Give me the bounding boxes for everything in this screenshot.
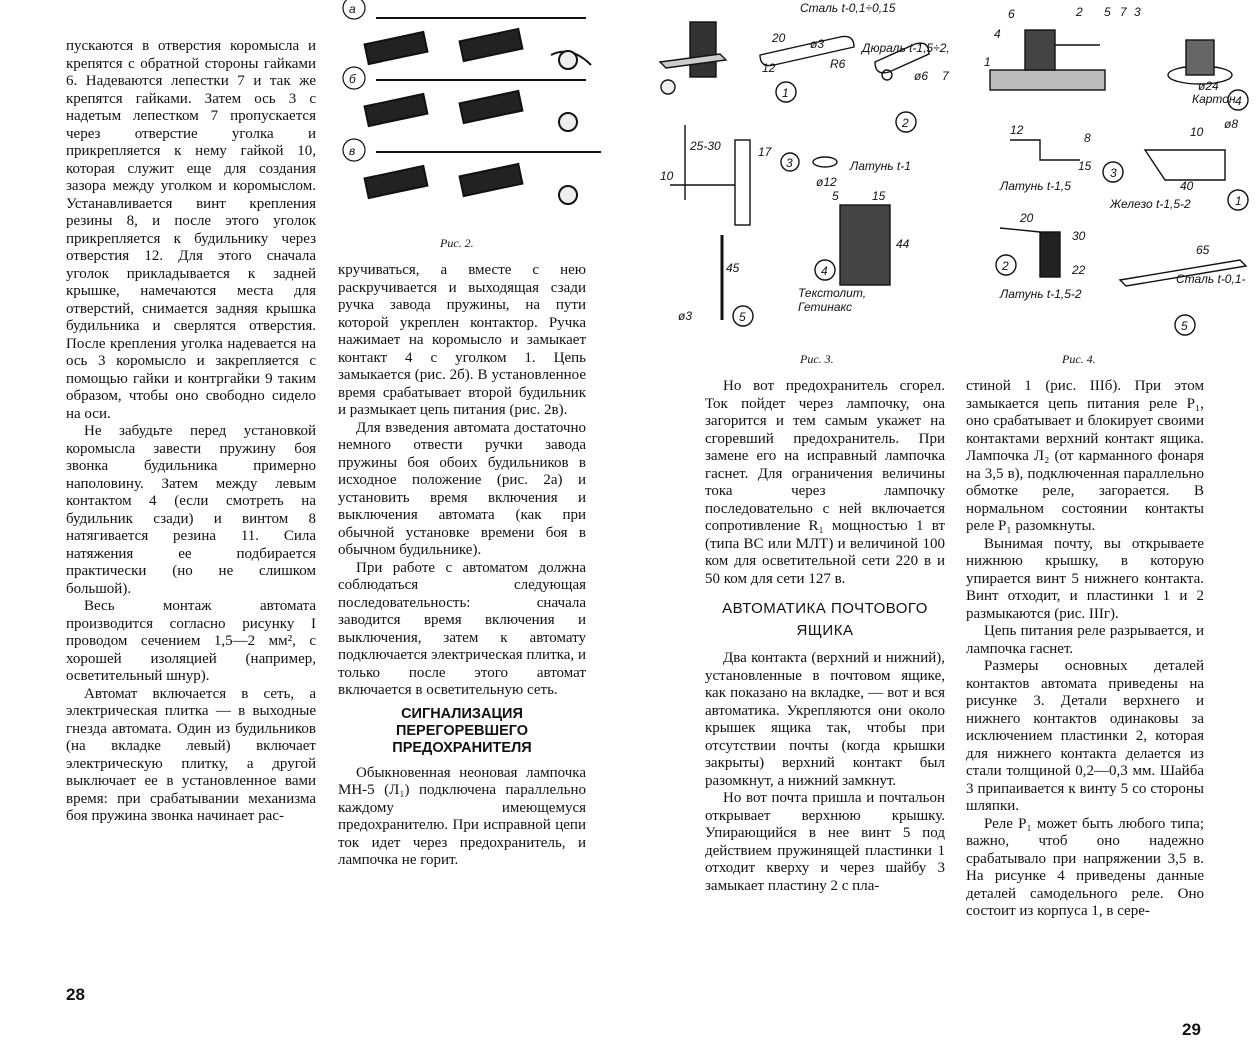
svg-text:17: 17: [758, 145, 772, 159]
svg-text:Гетинакс: Гетинакс: [798, 300, 853, 314]
svg-text:5: 5: [739, 310, 746, 324]
svg-text:5: 5: [1181, 319, 1188, 333]
svg-text:20: 20: [1020, 211, 1034, 225]
svg-text:20: 20: [772, 31, 786, 45]
paragraph: При работе с автоматом должна соблюдаться следующая последовательность: сначала заводится время включения и выключения, затем к автомату подключается электрическая плитка, и только после этого автомат включается в осветительную сеть.: [338, 559, 586, 698]
svg-text:R6: R6: [830, 57, 846, 71]
svg-text:3: 3: [786, 156, 793, 170]
paragraph: Автомат включается в сеть, а электрическая плитка — в выходные гнезда автомата. Один из будильников (на вкладке левый) включает электрическую плитку, а другой выключает ее в установленное вами время: при срабатывании механизма боя пружина звонка начинает рас-: [66, 685, 316, 824]
svg-text:40: 40: [1180, 179, 1194, 193]
svg-text:Сталь t-0,1÷0,15: Сталь t-0,1÷0,15: [800, 1, 896, 15]
page-number-right: 29: [1182, 1020, 1201, 1039]
section-heading-fuse: СИГНАЛИЗАЦИЯ ПЕРЕГОРЕВШЕГО ПРЕДОХРАНИТЕЛЯ: [392, 705, 532, 756]
fig2-label-v: в: [349, 144, 356, 158]
page-number-left: 28: [66, 985, 85, 1004]
svg-text:2: 2: [1076, 5, 1083, 19]
svg-text:4: 4: [1235, 94, 1242, 108]
svg-text:Латунь t-1,5: Латунь t-1,5: [1000, 179, 1071, 193]
svg-text:25-30: 25-30: [690, 139, 721, 153]
svg-text:ø24: ø24: [1198, 79, 1219, 93]
paragraph: Реле Р₁ может быть любого типа; важно, чтоб оно надежно срабатывало при напряжении 3,5 в. На рисунке 4 приведены данные деталей самодельного реле. Оно состоит из корпуса 1, в сере-: [966, 815, 1204, 919]
fig3-caption: Рис. 3.: [800, 352, 834, 366]
svg-text:4: 4: [821, 264, 828, 278]
paragraph: Весь монтаж автомата производится согласно рисунку I проводом сечением 1,5—2 мм², с хорошей изоляцией (например, осветительный шнур).: [66, 598, 316, 684]
svg-text:15: 15: [872, 189, 886, 203]
svg-text:44: 44: [896, 237, 910, 251]
paragraph: пускаются в отверстия коромысла и крепятся с обратной стороны гайками 6. Надеваются лепестки 7 и так же крепятся гайками. Затем ось 3 с надетым лепестком 7 пропускается через отверстие уголка и прикрепляется к нему гайкой 10, которая служит еще для создания зазора между уголком и коромыслом. Устанавливается винт крепления резины 8, и после этого уголок прикрепляется к будильнику через отверстия 12. Для этого сначала уголок прикладывается к задней крышке, намечаются места для отверстий, снимается задняя крышка будильника и сверлятся отверстия. После крепления уголка надевается на ось 3 коромысло и закрепляется с помощью гайки и контргайки 9 таким образом, чтобы оно свободно сидело на оси.: [66, 38, 316, 422]
svg-text:Латунь t-1: Латунь t-1: [850, 159, 911, 173]
paragraph: Обыкновенная неоновая лампочка МН-5 (Л₁) подключена параллельно каждому имеющемуся предохранителю. При исправной цепи ток идет через предохранитель, и лампочка не горит.: [338, 764, 586, 868]
svg-text:ø6: ø6: [914, 69, 929, 83]
svg-text:ø12: ø12: [816, 175, 837, 189]
svg-text:3: 3: [1110, 166, 1117, 180]
svg-text:65: 65: [1196, 243, 1210, 257]
svg-text:Железо t-1,5-2: Железо t-1,5-2: [1110, 197, 1191, 211]
section-heading-mailbox: АВТОМАТИКА ПОЧТОВОГО ЯЩИКА: [722, 600, 928, 639]
svg-text:Картон: Картон: [1192, 92, 1236, 106]
paragraph: Размеры основных деталей контактов автомата приведены на рисунке 3. Детали верхнего и нижнего контактов одинаковы за исключением пластинки 2, которая для нижнего контакта делается из стали толщиной 0,2—0,3 мм. Шайба 3 припаивается к винту 5 со стороны шляпки.: [966, 658, 1204, 814]
svg-text:4: 4: [994, 27, 1001, 41]
paragraph: стиной 1 (рис. IIIб). При этом замыкается цепь питания реле Р₁, оно срабатывает и блокирует своими контактами верхний контакт ящика. Лампочка Л₂ (от карманного фонаря на 3,5 в), подключенная параллельно обмотке реле, загорается. В нормальном состоянии контакты реле Р₁ разомкнуты.: [966, 378, 1204, 534]
svg-text:1: 1: [1235, 194, 1242, 208]
svg-text:12: 12: [1010, 123, 1024, 137]
svg-text:ø8: ø8: [1224, 117, 1239, 131]
paragraph: Вынимая почту, вы открываете нижнюю крышку, в которую упирается винт 5 нижнего контакта. Винт отходит, и пластинки 1 и 2 размыкаются (рис. IIIг).: [966, 535, 1204, 622]
svg-text:10: 10: [1190, 125, 1204, 139]
paragraph: Два контакта (верхний и нижний), установленные в почтовом ящике, как показано на вкладке, — вот и вся автоматика. Укрепляются они около крышек ящика так, чтобы при отсутствии почты (когда крышки закрыты) верхний контакт был разомкнут, а нижний замкнут.: [705, 650, 945, 789]
svg-text:22: 22: [1072, 263, 1086, 277]
paragraph: кручиваться, а вместе с нею раскручивается и выходящая сзади ручка завода пружины, на пути которой укреплен контактор. Ручка нажимает на коромысло и замыкает контакт 4 с уголком 1. Цепь замыкается (рис. 2б). В установленное время срабатывает второй будильник и размыкает цепь питания (рис. 2в).: [338, 262, 586, 418]
figure-4: [980, 0, 1256, 340]
figure-2: [336, 0, 606, 225]
paragraph: Но вот почта пришла и почтальон открывает верхнюю крышку. Упирающийся в нее винт 5 под действием пружинящей пластинки 1 отходит кверху и через шайбу 3 замыкает пластину 2 с пла-: [705, 790, 945, 894]
figure-3: [650, 0, 970, 340]
svg-text:7: 7: [942, 69, 949, 83]
svg-text:Дюраль t-1,5÷2,: Дюраль t-1,5÷2,: [862, 41, 950, 55]
svg-text:1: 1: [782, 86, 789, 100]
svg-text:ø3: ø3: [810, 37, 825, 51]
svg-text:3: 3: [1134, 5, 1141, 19]
svg-text:30: 30: [1072, 229, 1086, 243]
svg-text:2: 2: [902, 116, 909, 130]
svg-text:6: 6: [1008, 7, 1015, 21]
svg-text:1: 1: [984, 55, 991, 69]
svg-text:10: 10: [660, 169, 674, 183]
svg-text:7: 7: [1120, 5, 1127, 19]
paragraph: Но вот предохранитель сгорел. Ток пойдет через лампочку, она загорится и тем самым укажет на сгоревший предохранитель. При замене его на исправный лампочка гаснет. Для ограничения величины тока через лампочку последовательно с ней включается сопротивление R₁ мощностью 1 вт (типа ВС или МЛТ) и величиной 100 ком для осветительной сети 220 в и 50 ком для сети 127 в.: [705, 378, 945, 587]
left-column-2: [338, 262, 586, 870]
paragraph: Для взведения автомата достаточно немного отвести ручки завода пружины боя обоих будильников в исходное положение (рис. 2а) и установить время включения и выключения автомата (как при обычной установке времени боя в обычном будильнике).: [338, 419, 586, 558]
svg-text:Текстолит,: Текстолит,: [798, 286, 867, 300]
paragraph: Цепь питания реле разрывается, и лампочка гаснет.: [966, 623, 1204, 657]
right-column-3: [705, 378, 945, 895]
left-column-1: [66, 38, 316, 826]
svg-text:5: 5: [832, 189, 839, 203]
fig2-label-b: б: [349, 72, 356, 86]
svg-text:15: 15: [1078, 159, 1092, 173]
svg-text:5: 5: [1104, 5, 1111, 19]
svg-text:Латунь t-1,5-2: Латунь t-1,5-2: [1000, 287, 1082, 301]
fig2-caption: Рис. 2.: [440, 236, 474, 250]
fig4-caption: Рис. 4.: [1062, 352, 1096, 366]
svg-text:ø3: ø3: [678, 309, 693, 323]
right-column-4: [966, 378, 1204, 921]
svg-text:45: 45: [726, 261, 740, 275]
svg-text:2: 2: [1002, 259, 1009, 273]
svg-text:8: 8: [1084, 131, 1091, 145]
paragraph: Не забудьте перед установкой коромысла завести пружину боя звонка будильника примерно наполовину. Затем между левым контактом 4 (если смотреть на будильник сзади) и винтом 8 натягивается резина 11. Сила натяжения ее подбирается практически (но не слишком большой).: [66, 423, 316, 597]
svg-text:12: 12: [762, 61, 776, 75]
svg-text:Сталь t-0,1-: Сталь t-0,1-: [1176, 272, 1246, 286]
fig2-label-a: а: [349, 2, 356, 16]
